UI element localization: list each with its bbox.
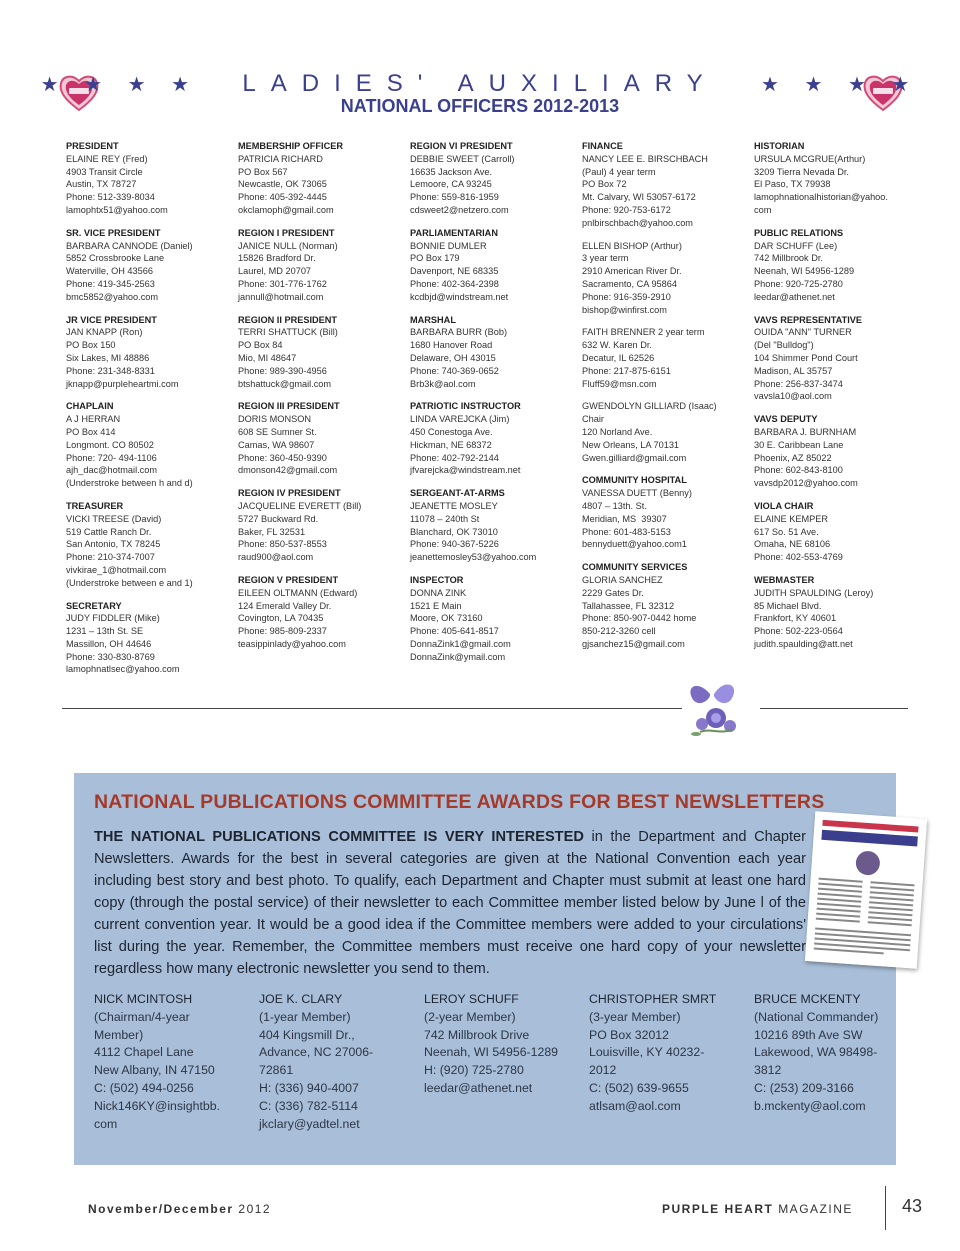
officer-entry <box>66 314 231 391</box>
officer-entry <box>582 240 747 317</box>
officer-detail-line: EILEEN OLTMANN (Edward) <box>238 587 358 598</box>
member-detail-line: Neenah, WI 54956-1289 <box>424 1045 558 1060</box>
officer-detail-line: vavsla10@aol.com <box>754 391 832 402</box>
officer-detail-line: Phone: 405-392-4445 <box>238 192 327 203</box>
page-number: 43 <box>902 1196 923 1216</box>
member-detail-line: New Albany, IN 47150 <box>94 1063 215 1078</box>
officer-detail-line: Laurel, MD 20707 <box>238 266 312 277</box>
officer-detail-line: 5852 Crossbrooke Lane <box>66 253 165 264</box>
officer-detail-line: Mt. Calvary, WI 53057-6172 <box>582 192 696 203</box>
officer-detail-line: Phone: 402-364-2398 <box>410 278 499 289</box>
officers-column <box>66 140 231 686</box>
officer-role: PARLIAMENTARIAN <box>410 227 498 238</box>
officer-detail-line: 11078 – 240th St <box>410 513 480 524</box>
officer-detail-line: 3 year term <box>582 253 629 264</box>
member-name: NICK MCINTOSH <box>94 992 193 1006</box>
officer-detail-line: com <box>754 204 772 215</box>
officer-role: SECRETARY <box>66 600 122 611</box>
officer-detail-line: BONNIE DUMLER <box>410 240 487 251</box>
officer-role: REGION I PRESIDENT <box>238 227 335 238</box>
star-icon-row-left: ★ ★ ★ ★ <box>40 74 200 96</box>
officer-detail-line: BARBARA J. BURNHAM <box>754 426 857 437</box>
officer-entry <box>410 227 575 304</box>
officer-detail-line: Phone: 850-537-8553 <box>238 539 327 550</box>
officer-detail-line: A J HERRAN <box>66 414 121 425</box>
officer-detail-line: Phone: 916-359-2910 <box>582 291 671 302</box>
officer-entry <box>238 487 403 564</box>
member-detail-line: (Chairman/4-year <box>94 1009 190 1024</box>
officer-detail-line: Phone: 419-345-2563 <box>66 278 155 289</box>
officer-detail-line: kcdbjd@windstream.net <box>410 291 509 302</box>
officer-detail-line: DonnaZink@ymail.com <box>410 651 506 662</box>
officer-detail-line: Delaware, OH 43015 <box>410 352 496 363</box>
officer-detail-line: judith.spaulding@att.net <box>754 638 853 649</box>
officer-detail-line: (Understroke between h and d) <box>66 478 193 489</box>
officer-detail-line: JAN KNAPP (Ron) <box>66 327 143 338</box>
officer-detail-line: Camas, WA 98607 <box>238 439 315 450</box>
officer-detail-line: GWENDOLYN GILLIARD (Isaac) <box>582 401 717 412</box>
officer-detail-line: Phone: 985-809-2337 <box>238 626 327 637</box>
officer-detail-line: NANCY LEE E. BIRSCHBACH <box>582 153 708 164</box>
member-detail-line: (3-year Member) <box>589 1009 681 1024</box>
officer-detail-line: okclamoph@gmail.com <box>238 204 334 215</box>
officer-detail-line: VANESSA DUETT (Benny) <box>582 488 692 499</box>
officer-detail-line: Covington, LA 70435 <box>238 613 324 624</box>
officer-entry <box>410 140 575 217</box>
officer-detail-line: PO Box 72 <box>582 179 627 190</box>
officer-detail-line: 4903 Transit Circle <box>66 166 143 177</box>
magazine-name-light: MAGAZINE <box>778 1202 853 1216</box>
officer-detail-line: 4807 – 13th. St. <box>582 500 647 511</box>
officer-detail-line: GLORIA SANCHEZ <box>582 574 663 585</box>
officer-detail-line: JACQUELINE EVERETT (Bill) <box>238 500 362 511</box>
officer-detail-line: Brb3k@aol.com <box>410 378 476 389</box>
officer-entry <box>754 140 919 217</box>
officer-detail-line: Longmont. CO 80502 <box>66 439 154 450</box>
officer-role: PRESIDENT <box>66 141 119 151</box>
officer-role: HISTORIAN <box>754 141 805 151</box>
member-detail-line: Lakewood, WA 98498- <box>754 1045 878 1060</box>
officer-detail-line: Phone: 601-483-5153 <box>582 526 671 537</box>
officer-detail-line: gjsanchez15@gmail.com <box>582 638 685 649</box>
officers-directory <box>66 140 916 700</box>
officer-detail-line: 1680 Hanover Road <box>410 340 493 351</box>
officer-entry <box>238 227 403 304</box>
officer-role: CHAPLAIN <box>66 401 114 412</box>
officer-detail-line: Baker, FL 32531 <box>238 526 306 537</box>
footer-issue <box>88 1202 271 1216</box>
officer-detail-line: vavsdp2012@yahoo.com <box>754 478 858 489</box>
officer-detail-line: 617 So. 51 Ave. <box>754 526 819 537</box>
officer-detail-line: Phone: 720- 494-1106 <box>66 452 157 463</box>
member-detail-line: Nick146KY@insightbb. <box>94 1098 220 1113</box>
officer-entry <box>582 140 747 230</box>
officer-entry <box>582 474 747 551</box>
officer-role: SERGEANT-AT-ARMS <box>410 488 505 499</box>
officers-column <box>238 140 403 661</box>
officer-detail-line: Austin, TX 78727 <box>66 179 137 190</box>
member-detail-line: 4112 Chapel Lane <box>94 1045 194 1060</box>
officer-detail-line: raud900@aol.com <box>238 552 314 563</box>
officer-detail-line: PO Box 567 <box>238 166 288 177</box>
member-detail-line: com <box>94 1116 118 1131</box>
officer-detail-line: cdsweet2@netzero.com <box>410 204 509 215</box>
officer-detail-line: Phone: 989-390-4956 <box>238 365 327 376</box>
officer-detail-line: dmonson42@gmail.com <box>238 465 338 476</box>
star-icon-row-right: ★ ★ ★ ★ <box>760 74 920 96</box>
officer-detail-line: JEANETTE MOSLEY <box>410 500 498 511</box>
officer-detail-line: Phone: 231-348-8331 <box>66 365 155 376</box>
officer-detail-line: Phoenix, AZ 85022 <box>754 452 832 463</box>
officer-detail-line: pnlbirschbach@yahoo.com <box>582 217 693 228</box>
officer-detail-line: 519 Cattle Ranch Dr. <box>66 526 152 537</box>
officer-detail-line: JUDY FIDDLER (Mike) <box>66 613 160 624</box>
officer-detail-line: 15826 Bradford Dr. <box>238 253 316 264</box>
officer-detail-line: ajh_dac@hotmail.com <box>66 465 158 476</box>
officer-detail-line: btshattuck@gmail.com <box>238 378 332 389</box>
officer-detail-line: Phone: 920-753-6172 <box>582 204 671 215</box>
officer-detail-line: Newcastle, OK 73065 <box>238 179 327 190</box>
officer-detail-line: New Orleans, LA 70131 <box>582 439 680 450</box>
officer-detail-line: 1521 E Main <box>410 600 462 611</box>
officer-detail-line: DORIS MONSON <box>238 414 311 425</box>
officer-role: REGION V PRESIDENT <box>238 574 339 585</box>
officer-detail-line: Phone: 920-725-2780 <box>754 278 843 289</box>
officer-role: REGION III PRESIDENT <box>238 401 340 412</box>
officer-detail-line: jfvarejcka@windstream.net <box>410 465 521 476</box>
member-detail-line: 742 Millbrook Drive <box>424 1027 530 1042</box>
officer-role: VIOLA CHAIR <box>754 500 814 511</box>
butterfly-flower-icon <box>680 672 758 742</box>
officer-detail-line: (Paul) 4 year term <box>582 166 656 177</box>
officer-detail-line: Phone: 405-641-8517 <box>410 626 499 637</box>
officer-detail-line: Phone: 740-369-0652 <box>410 365 499 376</box>
officer-entry <box>66 500 231 590</box>
committee-member <box>589 991 747 1116</box>
officer-detail-line: Sacramento, CA 95864 <box>582 278 677 289</box>
issue-year: 2012 <box>238 1202 272 1216</box>
member-detail-line: H: (920) 725-2780 <box>424 1063 524 1078</box>
officer-detail-line: JANICE NULL (Norman) <box>238 240 338 251</box>
officer-entry <box>754 500 919 564</box>
officer-role: PUBLIC RELATIONS <box>754 227 844 238</box>
officer-detail-line: Phone: 559-816-1959 <box>410 192 499 203</box>
member-detail-line: Louisville, KY 40232- <box>589 1045 705 1060</box>
officer-detail-line: ELLEN BISHOP (Arthur) <box>582 240 682 251</box>
page-title <box>0 70 960 98</box>
officer-entry <box>582 326 747 390</box>
officer-detail-line: BARBARA CANNODE (Daniel) <box>66 240 193 251</box>
member-detail-line: jkclary@yadtel.net <box>259 1116 360 1131</box>
awards-title: NATIONAL PUBLICATIONS COMMITTEE AWARDS FOR BEST NEWSLETTERS <box>94 791 825 813</box>
officer-detail-line: San Antonio, TX 78245 <box>66 539 161 550</box>
member-detail-line: C: (253) 209-3166 <box>754 1080 854 1095</box>
officer-detail-line: Phone: 301-776-1762 <box>238 278 327 289</box>
officer-detail-line: (Del "Bulldog") <box>754 340 814 351</box>
awards-body-text: in the Department and Chapter Newsletters. Awards for the best in several categories are given at the National Convention each year including best story and best photo. To qualify, each Department and Chapter must submit at least one hard copy (through the postal service) of their newsletter to each Committee member listed below by June l of the current convention year. It would be a good idea if the Committee members were added to your circulations' list during the year. Remember, the Committee members must receive one hard copy of your newsletter regardless how many electronic newsletter you send to them. <box>94 829 806 977</box>
officer-detail-line: ELAINE REY (Fred) <box>66 153 148 164</box>
officer-role: COMMUNITY SERVICES <box>582 562 688 573</box>
officers-column <box>410 140 575 673</box>
awards-body <box>94 826 806 980</box>
officer-detail-line: PO Box 150 <box>66 340 116 351</box>
member-detail-line: 404 Kingsmill Dr., <box>259 1027 355 1042</box>
officer-detail-line: PATRICIA RICHARD <box>238 153 323 164</box>
officer-detail-line: FAITH BRENNER 2 year term <box>582 327 705 338</box>
officer-role: VAVS DEPUTY <box>754 414 818 425</box>
officer-detail-line: vivkirae_1@hotmail.com <box>66 564 167 575</box>
officer-detail-line: Six Lakes, MI 48886 <box>66 352 150 363</box>
officer-detail-line: PO Box 414 <box>66 426 116 437</box>
officer-detail-line: 850-212-3260 cell <box>582 626 656 637</box>
officer-detail-line: Gwen.gilliard@gmail.com <box>582 452 687 463</box>
officer-detail-line: Tallahassee, FL 32312 <box>582 600 675 611</box>
officer-detail-line: 608 SE Sumner St. <box>238 426 317 437</box>
newsletter-thumbnail-image <box>805 811 927 968</box>
officer-detail-line: Omaha, NE 68106 <box>754 539 831 550</box>
member-detail-line: C: (502) 639-9655 <box>589 1080 689 1095</box>
officer-detail-line: Phone: 502-223-0564 <box>754 626 843 637</box>
officer-detail-line: 16635 Jackson Ave. <box>410 166 493 177</box>
officer-detail-line: 124 Emerald Valley Dr. <box>238 600 332 611</box>
officer-detail-line: TERRI SHATTUCK (Bill) <box>238 327 338 338</box>
officer-detail-line: Phone: 850-907-0442 home <box>582 613 697 624</box>
officer-detail-line: ELAINE KEMPER <box>754 513 829 524</box>
member-detail-line: C: (336) 782-5114 <box>259 1098 358 1113</box>
officer-detail-line: Phone: 210-374-7007 <box>66 552 155 563</box>
member-name: LEROY SCHUFF <box>424 992 519 1006</box>
officer-detail-line: Mio, MI 48647 <box>238 352 297 363</box>
officer-detail-line: Lemoore, CA 93245 <box>410 179 492 190</box>
officer-detail-line: (Understroke between e and 1) <box>66 577 193 588</box>
member-detail-line: PO Box 32012 <box>589 1027 669 1042</box>
officer-detail-line: teasippinlady@yahoo.com <box>238 638 346 649</box>
officer-entry <box>66 140 231 217</box>
officer-role: COMMUNITY HOSPITAL <box>582 475 687 486</box>
member-detail-line: 2012 <box>589 1063 617 1078</box>
officer-role: REGION IV PRESIDENT <box>238 488 341 499</box>
issue-months: November/December <box>88 1202 234 1216</box>
officer-detail-line: El Paso, TX 79938 <box>754 179 831 190</box>
officer-detail-line: Neenah, WI 54956-1289 <box>754 266 855 277</box>
officer-detail-line: Moore, OK 73160 <box>410 613 483 624</box>
officer-detail-line: URSULA MCGRUE(Arthur) <box>754 153 866 164</box>
officer-entry <box>410 574 575 664</box>
committee-member <box>424 991 582 1098</box>
officer-detail-line: Fluff59@msn.com <box>582 378 657 389</box>
officer-detail-line: 5727 Buckward Rd. <box>238 513 319 524</box>
officer-detail-line: DonnaZink1@gmail.com <box>410 638 511 649</box>
officer-role: MARSHAL <box>410 314 456 325</box>
officer-detail-line: DAR SCHUFF (Lee) <box>754 240 838 251</box>
divider-right <box>760 708 908 709</box>
officer-entry <box>238 574 403 651</box>
officer-detail-line: Massillon, OH 44646 <box>66 638 152 649</box>
officer-entry <box>754 413 919 490</box>
officer-detail-line: bmc5852@yahoo.com <box>66 291 159 302</box>
officer-entry <box>754 574 919 651</box>
officer-detail-line: Frankfort, KY 40601 <box>754 613 837 624</box>
title-text: LADIES' AUXILIARY <box>242 70 718 97</box>
officer-detail-line: Phone: 940-367-5226 <box>410 539 499 550</box>
officer-detail-line: Phone: 330-830-8769 <box>66 651 155 662</box>
officer-entry <box>238 314 403 391</box>
officer-detail-line: jeanettemosley53@yahoo.com <box>410 552 537 563</box>
officer-detail-line: Davenport, NE 68335 <box>410 266 499 277</box>
member-detail-line: (2-year Member) <box>424 1009 516 1024</box>
awards-lead: THE NATIONAL PUBLICATIONS COMMITTEE IS VERY INTERESTED <box>94 829 584 845</box>
officer-detail-line: lamophnatlsec@yahoo.com <box>66 664 180 675</box>
divider-left <box>62 708 682 709</box>
officer-entry <box>410 314 575 391</box>
member-name: JOE K. CLARY <box>259 992 343 1006</box>
officer-detail-line: leedar@athenet.net <box>754 291 835 302</box>
officer-detail-line: PO Box 179 <box>410 253 460 264</box>
officer-detail-line: LINDA VAREJCKA (Jim) <box>410 414 510 425</box>
officer-detail-line: 120 Norland Ave. <box>582 426 653 437</box>
officer-detail-line: Blanchard, OK 73010 <box>410 526 498 537</box>
member-detail-line: H: (336) 940-4007 <box>259 1080 359 1095</box>
officer-detail-line: Phone: 217-875-6151 <box>582 365 671 376</box>
officer-detail-line: 2229 Gates Dr. <box>582 587 644 598</box>
officer-detail-line: Hickman, NE 68372 <box>410 439 492 450</box>
page-subtitle: NATIONAL OFFICERS 2012-2013 <box>340 96 620 116</box>
member-detail-line: (National Commander) <box>754 1009 879 1024</box>
member-detail-line: 10216 89th Ave SW <box>754 1027 863 1042</box>
officers-column <box>754 140 919 661</box>
officer-entry <box>582 400 747 464</box>
officer-detail-line: VICKI TREESE (David) <box>66 513 162 524</box>
officers-column <box>582 140 747 661</box>
officer-entry <box>66 227 231 304</box>
officer-entry <box>410 487 575 564</box>
officer-detail-line: 450 Conestoga Ave. <box>410 426 493 437</box>
officer-entry <box>754 227 919 304</box>
officer-entry <box>66 600 231 677</box>
officer-detail-line: Waterville, OH 43566 <box>66 266 153 277</box>
officer-detail-line: bishop@winfirst.com <box>582 304 667 315</box>
footer-magazine <box>662 1202 853 1216</box>
officer-detail-line: 632 W. Karen Dr. <box>582 340 652 351</box>
officer-role: SR. VICE PRESIDENT <box>66 227 161 238</box>
member-name: BRUCE MCKENTY <box>754 992 861 1006</box>
officer-detail-line: 104 Shimmer Pond Court <box>754 352 858 363</box>
officer-detail-line: 85 Michael Blvd. <box>754 600 822 611</box>
member-detail-line: leedar@athenet.net <box>424 1080 533 1095</box>
officer-detail-line: JUDITH SPAULDING (Leroy) <box>754 587 874 598</box>
officer-entry <box>238 400 403 477</box>
officer-detail-line: 1231 – 13th St. SE <box>66 626 144 637</box>
officer-entry <box>410 400 575 477</box>
officer-entry <box>238 140 403 217</box>
officer-role: WEBMASTER <box>754 574 815 585</box>
officer-detail-line: OUIDA "ANN" TURNER <box>754 327 852 338</box>
awards-panel <box>74 773 896 1165</box>
officer-role: FINANCE <box>582 141 623 151</box>
officer-role: PATRIOTIC INSTRUCTOR <box>410 401 521 412</box>
officer-detail-line: jannull@hotmail.com <box>238 291 324 302</box>
officer-detail-line: lamophnationalhistorian@yahoo. <box>754 192 888 203</box>
officer-detail-line: 2910 American River Dr. <box>582 266 682 277</box>
officer-detail-line: 742 Millbrook Dr. <box>754 253 823 264</box>
member-detail-line: 72861 <box>259 1063 294 1078</box>
committee-member <box>259 991 417 1133</box>
officer-detail-line: Decatur, IL 62526 <box>582 352 655 363</box>
officer-entry <box>754 314 919 404</box>
magazine-name-bold: PURPLE HEART <box>662 1202 774 1216</box>
officer-detail-line: Meridian, MS 39307 <box>582 513 667 524</box>
officer-role: TREASURER <box>66 500 124 511</box>
officer-detail-line: Phone: 256-837-3474 <box>754 378 843 389</box>
officer-detail-line: Phone: 402-553-4769 <box>754 552 843 563</box>
officer-detail-line: bennyduett@yahoo.com1 <box>582 539 687 550</box>
officer-role: REGION II PRESIDENT <box>238 314 338 325</box>
officer-entry <box>66 400 231 490</box>
officer-detail-line: BARBARA BURR (Bob) <box>410 327 508 338</box>
officer-detail-line: lamophtx51@yahoo.com <box>66 204 168 215</box>
committee-member <box>754 991 912 1116</box>
footer-separator <box>885 1186 886 1230</box>
officer-role: VAVS REPRESENTATIVE <box>754 314 863 325</box>
officer-role: JR VICE PRESIDENT <box>66 314 157 325</box>
officer-role: INSPECTOR <box>410 574 464 585</box>
officer-detail-line: jknapp@purpleheartmi.com <box>66 378 179 389</box>
officer-role: MEMBERSHIP OFFICER <box>238 141 343 151</box>
member-detail-line: (1-year Member) <box>259 1009 351 1024</box>
officer-detail-line: PO Box 84 <box>238 340 283 351</box>
officer-detail-line: Phone: 512-339-8034 <box>66 192 155 203</box>
member-detail-line: 3812 <box>754 1063 782 1078</box>
officer-detail-line: Madison, AL 35757 <box>754 365 833 376</box>
member-detail-line: b.mckenty@aol.com <box>754 1098 866 1113</box>
officer-detail-line: Phone: 402-792-2144 <box>410 452 499 463</box>
member-name: CHRISTOPHER SMRT <box>589 992 717 1006</box>
officer-detail-line: Chair <box>582 414 604 425</box>
member-detail-line: Advance, NC 27006- <box>259 1045 374 1060</box>
officer-detail-line: Phone: 602-843-8100 <box>754 465 843 476</box>
officer-entry <box>582 561 747 651</box>
officer-detail-line: 3209 Tierra Nevada Dr. <box>754 166 849 177</box>
officer-detail-line: 30 E. Caribbean Lane <box>754 439 844 450</box>
committee-member <box>94 991 252 1133</box>
officer-role: REGION VI PRESIDENT <box>410 141 513 151</box>
member-detail-line: C: (502) 494-0256 <box>94 1080 194 1095</box>
member-detail-line: Member) <box>94 1027 144 1042</box>
officer-detail-line: DEBBIE SWEET (Carroll) <box>410 153 515 164</box>
officer-detail-line: DONNA ZINK <box>410 587 467 598</box>
member-detail-line: atlsam@aol.com <box>589 1098 681 1113</box>
officer-detail-line: Phone: 360-450-9390 <box>238 452 327 463</box>
